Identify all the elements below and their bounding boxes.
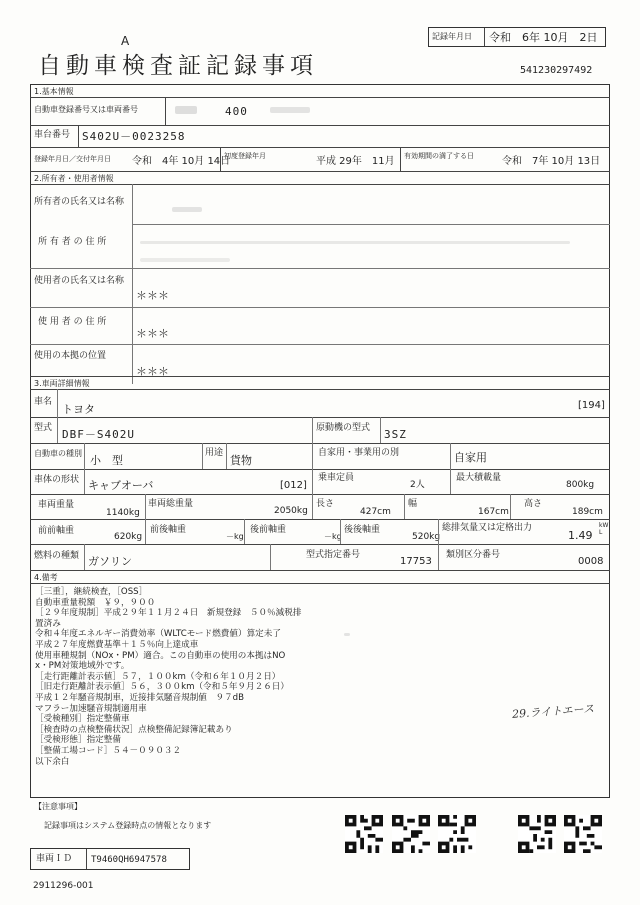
fuel: ガソリン xyxy=(88,555,132,568)
category: 0008 xyxy=(578,556,604,567)
remarks-line: x・PM対策地域外です。 xyxy=(35,661,130,672)
kind-label: 自動車の種別 xyxy=(34,449,82,458)
width: 167cm xyxy=(478,507,509,517)
first-reg-label: 初度登録年月 xyxy=(224,152,266,160)
remarks-line: ［受検種別］指定整備車 xyxy=(35,714,130,725)
make: トヨタ xyxy=(62,403,95,416)
category-label: 類別区分番号 xyxy=(446,550,501,560)
remarks-line: 以下余白 xyxy=(35,756,70,767)
section-remarks-title: 4.備考 xyxy=(34,573,58,582)
user-name-label: 使用者の氏名又は名称 xyxy=(34,276,125,286)
length: 427cm xyxy=(360,507,391,517)
gross-weight: 2050kg xyxy=(274,506,308,516)
remarks-line: ［旧走行距離計表示値］５６，３００km（令和５年９月２６日） xyxy=(35,682,289,693)
user-name: ＊＊＊ xyxy=(136,289,169,302)
length-label: 長さ xyxy=(316,499,335,509)
width-label: 幅 xyxy=(408,499,418,509)
engine: 3SZ xyxy=(384,428,407,441)
remarks-line: マフラー加速騒音規制適用車 xyxy=(35,703,147,714)
qr-code-4 xyxy=(518,815,556,853)
expiry-label: 有効期間の満了する日 xyxy=(404,152,474,160)
displacement-unit: kW L xyxy=(599,522,609,536)
qr-code-2 xyxy=(392,815,430,853)
fuel-label: 燃料の種類 xyxy=(34,551,80,561)
displacement-label: 総排気量又は定格出力 xyxy=(442,523,533,533)
weight: 1140kg xyxy=(106,508,140,518)
shape: キャブオーバ xyxy=(88,479,154,492)
remarks-line: ［整備工場コード］５４－０９０３２ xyxy=(35,745,182,756)
remarks-line: ［受検形態］指定整備 xyxy=(35,735,121,746)
section-basic-title: 1.基本情報 xyxy=(34,87,74,96)
reg-number: 400 xyxy=(225,105,248,118)
user-address-label: 使 用 者 の 住 所 xyxy=(38,317,107,327)
rear-front-axle-label: 後前軸重 xyxy=(250,525,287,535)
base-location-label: 使用の本拠の位置 xyxy=(34,351,107,361)
private: 自家用 xyxy=(454,451,487,464)
model-label: 型式 xyxy=(34,423,53,433)
qr-code-1 xyxy=(345,815,383,853)
first-reg-date: 平成 29年 11月 xyxy=(316,156,395,167)
shape-label: 車体の形状 xyxy=(34,475,80,485)
max-load-label: 最大積載量 xyxy=(456,473,502,483)
remarks-line: 平成１２年騒音規制車，近接排気騒音規制値 ９７dB xyxy=(35,692,245,703)
section-owner-title: 2.所有者・使用者情報 xyxy=(34,174,114,183)
notice-text: 記録事項はシステム登録時点の情報となります xyxy=(44,821,212,830)
front-axle: 620kg xyxy=(114,532,143,542)
remarks-line: 自動車重量税額 ￥９，９００ xyxy=(35,597,156,608)
section-vehicle-title: 3.車両詳細情報 xyxy=(34,379,90,388)
front-rear-axle-label: 前後軸重 xyxy=(150,525,187,535)
type-designation-label: 型式指定番号 xyxy=(306,550,361,560)
remarks-line: 使用車種規制（NOx・PM）適合。この自動車の使用の本拠はNO xyxy=(35,650,286,661)
reg-date-label: 登録年月日／交付年月日 xyxy=(34,155,111,163)
type-designation: 17753 xyxy=(400,556,432,567)
remarks-line: ［三重］，継続検査，［OSS］ xyxy=(35,587,148,597)
expiry-date: 令和 7年 10月 13日 xyxy=(502,156,601,167)
form-number: 2911296-001 xyxy=(33,881,94,891)
vehicle-id-box xyxy=(30,848,190,870)
rear-axle-label: 後後軸重 xyxy=(344,525,381,535)
notice-label: 【注意事項】 xyxy=(34,802,82,811)
recorded-date-box xyxy=(428,27,606,47)
shape-code: [012] xyxy=(280,480,307,491)
page-title: 自動車検査証記録事項 xyxy=(38,53,318,79)
front-axle-label: 前前軸重 xyxy=(38,526,75,536)
document-number: 541230297492 xyxy=(520,65,593,76)
chassis-number: S402U－0023258 xyxy=(82,130,186,143)
max-load: 800kg xyxy=(566,480,595,490)
rear-axle: 520kg xyxy=(412,532,441,542)
make-label: 車名 xyxy=(34,397,53,407)
base-location: ＊＊＊ xyxy=(136,365,169,378)
recorded-date: 令和 6年 10月 2日 xyxy=(489,31,598,44)
height: 189cm xyxy=(572,507,603,517)
reg-number-label: 自動車登録番号又は車両番号 xyxy=(34,105,138,114)
qr-code-5 xyxy=(564,815,602,853)
gross-weight-label: 車両総重量 xyxy=(148,499,194,509)
remarks-line: 置済み xyxy=(35,618,61,629)
handwritten-note: 29.ライトエース xyxy=(511,702,595,721)
remarks-line: 令和４年度エネルギー消費効率（WLTCモード燃費値）算定未了 xyxy=(35,629,281,640)
owner-name-label: 所有者の氏名又は名称 xyxy=(34,197,125,207)
vehicle-id-label: 車両ＩＤ xyxy=(36,854,73,864)
remarks-line: 平成２７年度燃費基準＋１５％向上達成車 xyxy=(35,639,199,650)
use: 貨物 xyxy=(230,454,252,467)
use-label: 用途 xyxy=(205,448,224,458)
private-label: 自家用・事業用の別 xyxy=(318,448,400,458)
form-mark: A xyxy=(121,34,130,48)
chassis-label: 車台番号 xyxy=(34,130,71,140)
model: DBF－S402U xyxy=(62,428,135,441)
remarks-line: ［２９年度規制］平成２９年１１月２４日 新規登録 ５０％減税排 xyxy=(35,608,302,619)
qr-code-3 xyxy=(438,815,476,853)
capacity: 2人 xyxy=(410,480,425,490)
reg-date: 令和 4年 10月 14日 xyxy=(132,156,231,167)
rear-front-axle: －kg xyxy=(324,532,342,541)
kind: 小 型 xyxy=(90,454,123,467)
remarks-line: ［検査時の点検整備状況］点検整備記録簿記載あり xyxy=(35,724,233,735)
remarks-text xyxy=(35,587,301,767)
weight-label: 車両重量 xyxy=(38,500,75,510)
front-rear-axle: －kg xyxy=(226,532,244,541)
recorded-date-label: 記録年月日 xyxy=(432,32,472,41)
capacity-label: 乗車定員 xyxy=(318,473,355,483)
user-address: ＊＊＊ xyxy=(136,327,169,340)
owner-address-label: 所 有 者 の 住 所 xyxy=(38,237,107,247)
remarks-line: ［走行距離計表示値］５７，１００km（令和６年１０月２日） xyxy=(35,671,281,682)
engine-label: 原動機の型式 xyxy=(316,423,371,433)
vehicle-id: T9460QH6947578 xyxy=(91,855,167,865)
displacement: 1.49 xyxy=(568,529,593,542)
make-code: [194] xyxy=(578,400,605,411)
height-label: 高さ xyxy=(524,499,543,509)
